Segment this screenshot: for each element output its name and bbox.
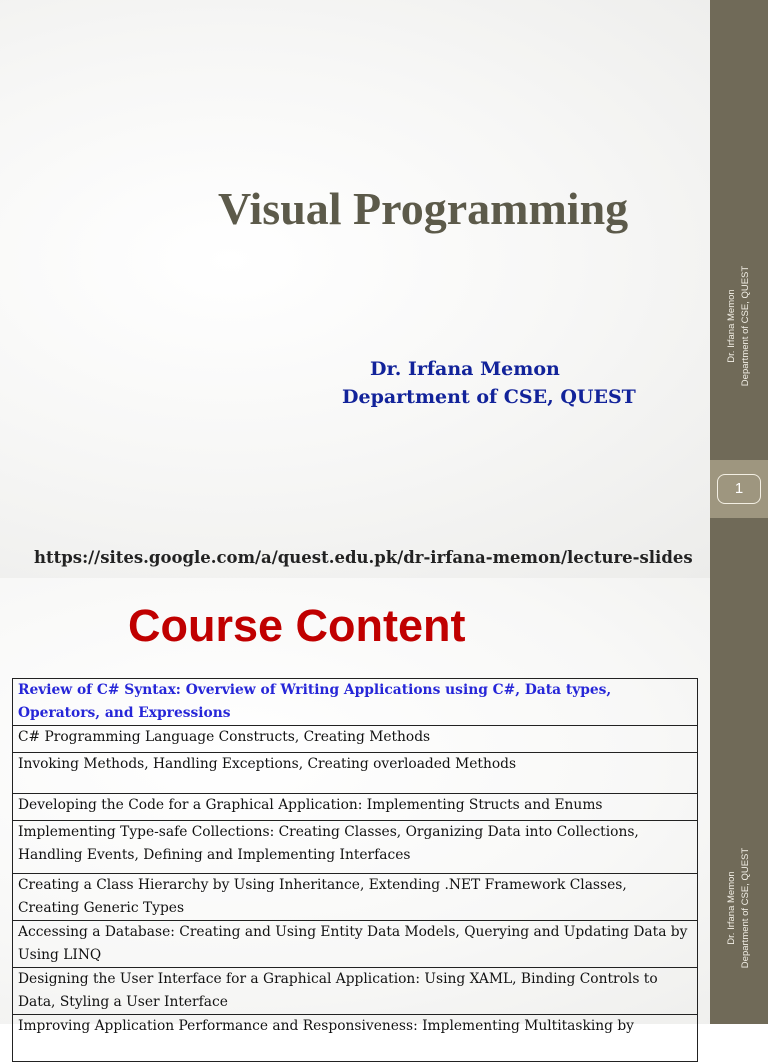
course-content-slide bbox=[0, 578, 768, 1034]
slide-number: 1 bbox=[717, 474, 761, 504]
table-row bbox=[13, 794, 698, 821]
slide-sidebar bbox=[710, 578, 768, 1024]
sidebar-credit bbox=[725, 256, 753, 396]
table-row bbox=[13, 679, 698, 726]
table-row bbox=[13, 821, 698, 874]
topic-cell: Review of C# Syntax: Overview of Writing Applications using C#, Data types, Operators, and Expressions bbox=[13, 679, 698, 726]
table-row bbox=[13, 1015, 698, 1062]
sidebar-name: Dr. Irfana Memon bbox=[726, 289, 737, 363]
slide-number-box bbox=[710, 460, 768, 518]
author-name: Dr. Irfana Memon bbox=[370, 358, 560, 380]
topic-cell: Developing the Code for a Graphical Application: Implementing Structs and Enums bbox=[13, 794, 698, 821]
sidebar-dept: Department of CSE, QUEST bbox=[740, 265, 751, 387]
topic-cell: Improving Application Performance and Responsiveness: Implementing Multitasking by bbox=[13, 1015, 698, 1062]
topic-cell: C# Programming Language Constructs, Creating Methods bbox=[13, 726, 698, 753]
topic-cell: Designing the User Interface for a Graphical Application: Using XAML, Binding Controls to Data, Styling a User Interface bbox=[13, 968, 698, 1015]
table-row bbox=[13, 921, 698, 968]
sidebar-name: Dr. Irfana Memon bbox=[726, 871, 737, 945]
slide-sidebar bbox=[710, 0, 768, 578]
sidebar-credit bbox=[725, 838, 753, 978]
author-department: Department of CSE, QUEST bbox=[342, 386, 636, 408]
table-row bbox=[13, 753, 698, 794]
slide-title: Visual Programming bbox=[218, 183, 629, 234]
topic-cell: Invoking Methods, Handling Exceptions, Creating overloaded Methods bbox=[13, 753, 698, 794]
topic-cell: Implementing Type-safe Collections: Creating Classes, Organizing Data into Collections, Handling Events, Defining and Implementing Interfaces bbox=[13, 821, 698, 874]
slides-url: https://sites.google.com/a/quest.edu.pk/dr-irfana-memon/lecture-slides bbox=[34, 548, 693, 567]
course-content-title: Course Content bbox=[128, 600, 466, 651]
sidebar-dept: Department of CSE, QUEST bbox=[740, 847, 751, 969]
topic-cell: Accessing a Database: Creating and Using Entity Data Models, Querying and Updating Data by Using LINQ bbox=[13, 921, 698, 968]
table-row bbox=[13, 968, 698, 1015]
topic-cell: Creating a Class Hierarchy by Using Inheritance, Extending .NET Framework Classes, Creating Generic Types bbox=[13, 874, 698, 921]
topics-table bbox=[12, 678, 698, 1062]
table-row bbox=[13, 874, 698, 921]
table-row bbox=[13, 726, 698, 753]
